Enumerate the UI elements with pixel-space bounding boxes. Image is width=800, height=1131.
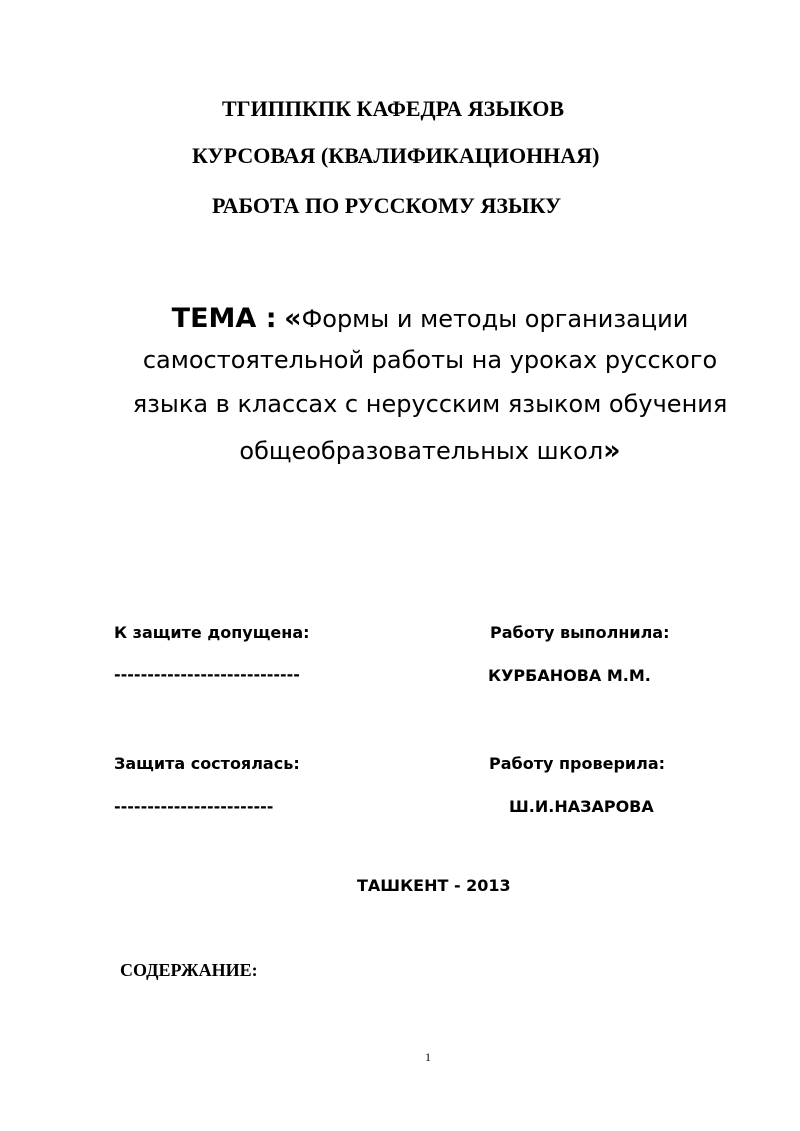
close-quote: » bbox=[603, 435, 621, 466]
theme-line-4 bbox=[100, 426, 760, 476]
theme-label: ТЕМА : bbox=[171, 303, 277, 334]
defense-label: Защита состоялась: bbox=[114, 754, 300, 773]
theme-line-2: самостоятельной работы на уроках русского bbox=[142, 346, 718, 374]
theme-text-4: общеобразовательных школ bbox=[239, 437, 604, 465]
city-year: ТАШКЕНТ - 2013 bbox=[357, 876, 511, 895]
performed-name: КУРБАНОВА М.М. bbox=[488, 666, 651, 685]
contents-heading: СОДЕРЖАНИЕ: bbox=[120, 960, 258, 980]
theme-line-1 bbox=[100, 300, 760, 338]
open-quote: « bbox=[284, 303, 302, 334]
institution-header: ТГИППКПК КАФЕДРА ЯЗЫКОВ bbox=[222, 96, 564, 121]
admitted-signature-line: ---------------------------- bbox=[114, 665, 300, 684]
theme-block bbox=[100, 300, 760, 476]
checked-label: Работу проверила: bbox=[489, 754, 666, 773]
defense-signature-line: ------------------------ bbox=[114, 797, 274, 816]
performed-label: Работу выполнила: bbox=[490, 623, 670, 642]
theme-text-1: Формы и методы организации bbox=[301, 305, 689, 333]
checked-name: Ш.И.НАЗАРОВА bbox=[509, 797, 654, 816]
admitted-label: К защите допущена: bbox=[114, 623, 310, 642]
page-number: 1 bbox=[425, 1050, 431, 1064]
theme-line-3: языка в классах с нерусским языком обучения bbox=[132, 390, 728, 418]
work-subject-title: РАБОТА ПО РУССКОМУ ЯЗЫКУ bbox=[212, 193, 562, 218]
work-type-title: КУРСОВАЯ (КВАЛИФИКАЦИОННАЯ) bbox=[192, 143, 600, 168]
